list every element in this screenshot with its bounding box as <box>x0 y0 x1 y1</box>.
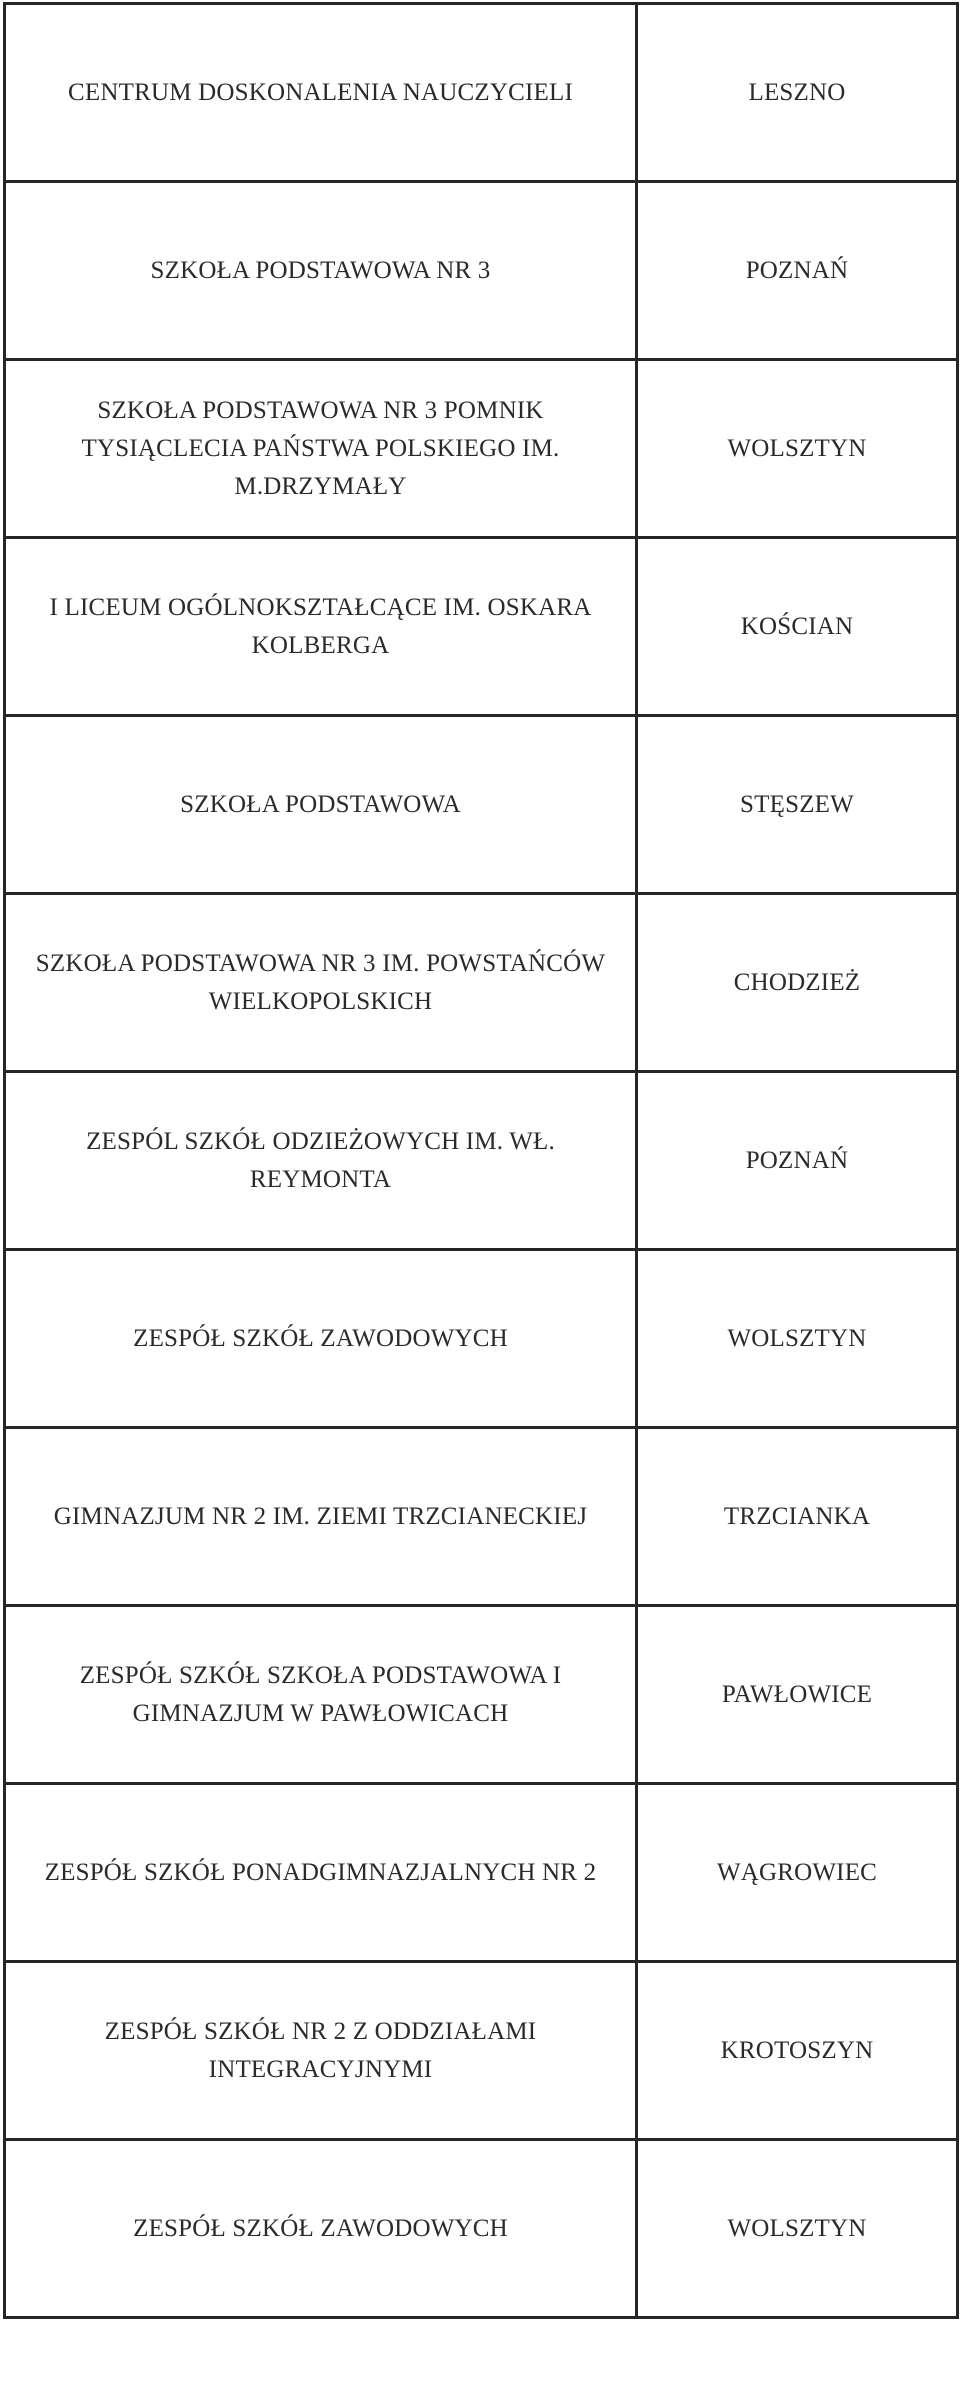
school-name-cell: ZESPÓŁ SZKÓŁ ZAWODOWYCH <box>5 2140 637 2318</box>
school-name-cell: SZKOŁA PODSTAWOWA NR 3 <box>5 182 637 360</box>
school-name-cell: ZESPÓL SZKÓŁ ODZIEŻOWYCH IM. WŁ. REYMONTA <box>5 1072 637 1250</box>
school-name-cell: ZESPÓŁ SZKÓŁ ZAWODOWYCH <box>5 1250 637 1428</box>
city-cell: WOLSZTYN <box>637 360 958 538</box>
school-name-cell: SZKOŁA PODSTAWOWA NR 3 POMNIK TYSIĄCLECIA PAŃSTWA POLSKIEGO IM. M.DRZYMAŁY <box>5 360 637 538</box>
city-cell: LESZNO <box>637 4 958 182</box>
table-row <box>5 1250 958 1428</box>
schools-table <box>3 2 959 2319</box>
city-cell: POZNAŃ <box>637 182 958 360</box>
school-name-cell: I LICEUM OGÓLNOKSZTAŁCĄCE IM. OSKARA KOLBERGA <box>5 538 637 716</box>
schools-table-body <box>5 4 958 2318</box>
city-cell: WOLSZTYN <box>637 1250 958 1428</box>
table-row <box>5 182 958 360</box>
city-cell: POZNAŃ <box>637 1072 958 1250</box>
school-name-cell: ZESPÓŁ SZKÓŁ NR 2 Z ODDZIAŁAMI INTEGRACYJNYMI <box>5 1962 637 2140</box>
school-name-cell: ZESPÓŁ SZKÓŁ PONADGIMNAZJALNYCH NR 2 <box>5 1784 637 1962</box>
school-name-cell: SZKOŁA PODSTAWOWA <box>5 716 637 894</box>
city-cell: PAWŁOWICE <box>637 1606 958 1784</box>
school-name-cell: CENTRUM DOSKONALENIA NAUCZYCIELI <box>5 4 637 182</box>
table-row <box>5 1962 958 2140</box>
city-cell: CHODZIEŻ <box>637 894 958 1072</box>
table-row <box>5 538 958 716</box>
table-row <box>5 1784 958 1962</box>
table-row <box>5 4 958 182</box>
school-name-cell: GIMNAZJUM NR 2 IM. ZIEMI TRZCIANECKIEJ <box>5 1428 637 1606</box>
table-row <box>5 1072 958 1250</box>
city-cell: TRZCIANKA <box>637 1428 958 1606</box>
table-row <box>5 716 958 894</box>
city-cell: STĘSZEW <box>637 716 958 894</box>
school-name-cell: ZESPÓŁ SZKÓŁ SZKOŁA PODSTAWOWA I GIMNAZJUM W PAWŁOWICACH <box>5 1606 637 1784</box>
table-row <box>5 894 958 1072</box>
table-row <box>5 1428 958 1606</box>
table-row <box>5 2140 958 2318</box>
city-cell: WOLSZTYN <box>637 2140 958 2318</box>
school-name-cell: SZKOŁA PODSTAWOWA NR 3 IM. POWSTAŃCÓW WIELKOPOLSKICH <box>5 894 637 1072</box>
city-cell: WĄGROWIEC <box>637 1784 958 1962</box>
table-row <box>5 360 958 538</box>
city-cell: KROTOSZYN <box>637 1962 958 2140</box>
table-row <box>5 1606 958 1784</box>
city-cell: KOŚCIAN <box>637 538 958 716</box>
